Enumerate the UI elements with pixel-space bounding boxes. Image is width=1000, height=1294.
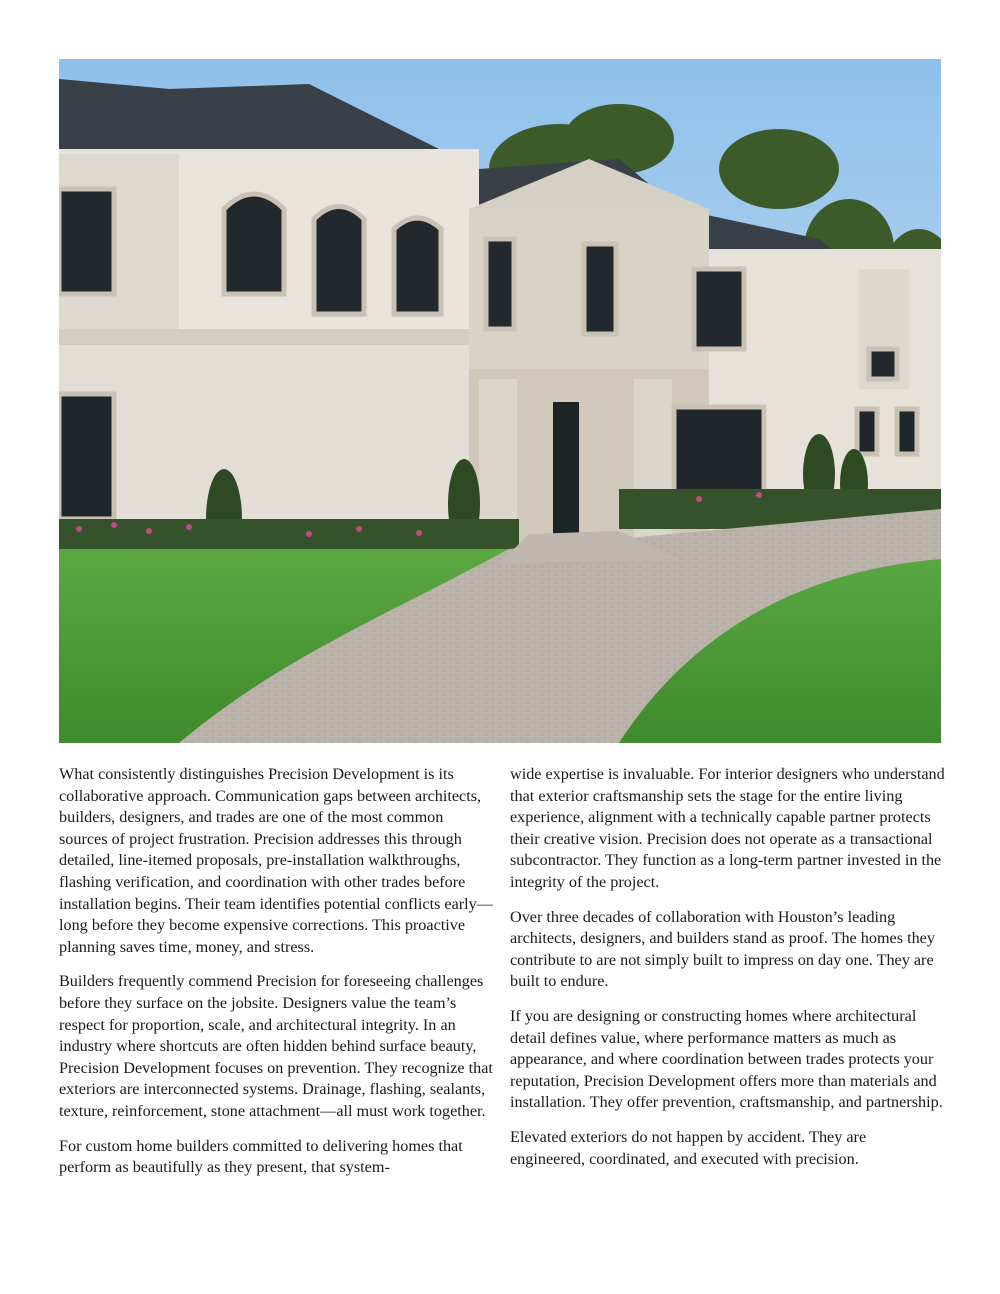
paragraph: Elevated exteriors do not happen by accident. They are engineered, coordinated, and executed with precision. — [510, 1127, 867, 1168]
paragraph: For custom home builders committed to delivering homes that perform as beautifully as they present, that system- — [59, 1136, 463, 1177]
text-column-left — [59, 764, 494, 1192]
paragraph: If you are designing or constructing homes where architectural detail defines value, where performance matters as much as appearance, and where coordination between trades protects your reputation, Precision Development offers more than materials and installation. They offer prevention, craftsmanship, and partnership. — [510, 1006, 943, 1112]
front-door — [553, 402, 579, 542]
text-column-right — [510, 764, 945, 1183]
paragraph: wide expertise is invaluable. For interior designers who understand that exterior craftsmanship sets the stage for the entire living experience, alignment with a technically capable partner protects their creative vision. Precision does not operate as a transactional subcontractor. They function as a long-term partner invested in the integrity of the project. — [510, 765, 945, 891]
paragraph: Over three decades of collaboration with Houston’s leading architects, designers, and builders stand as proof. The homes they contribute to are not simply built to impress on day one. They are built to endure. — [510, 907, 935, 991]
paragraph: Builders frequently commend Precision for foreseeing challenges before they surface on the jobsite. Designers value the team’s respect for proportion, scale, and architectural integrity. In an industry where shortcuts are often hidden behind surface beauty, Precision Development focuses on prevention. They recognize that exteriors are interconnected systems. Drainage, flashing, sealants, texture, reinforcement, stone attachment—all must work together. — [59, 972, 493, 1120]
wall-left-lower — [59, 345, 469, 545]
paragraph: What consistently distinguishes Precision Development is its collaborative approach. Communication gaps between architects, builders, designers, and trades are one of the most common sources of project frustration. Precision addresses this through detailed, line-itemed proposals, pre-installation walkthroughs, flashing verification, and coordination with other trades before installation begins. Their team identifies potential conflicts early—long before they become expensive corrections. This proactive planning saves time, money, and stress. — [59, 765, 493, 956]
cornice-left — [59, 329, 479, 345]
house-illustration — [59, 59, 941, 743]
house-photo — [59, 59, 941, 743]
